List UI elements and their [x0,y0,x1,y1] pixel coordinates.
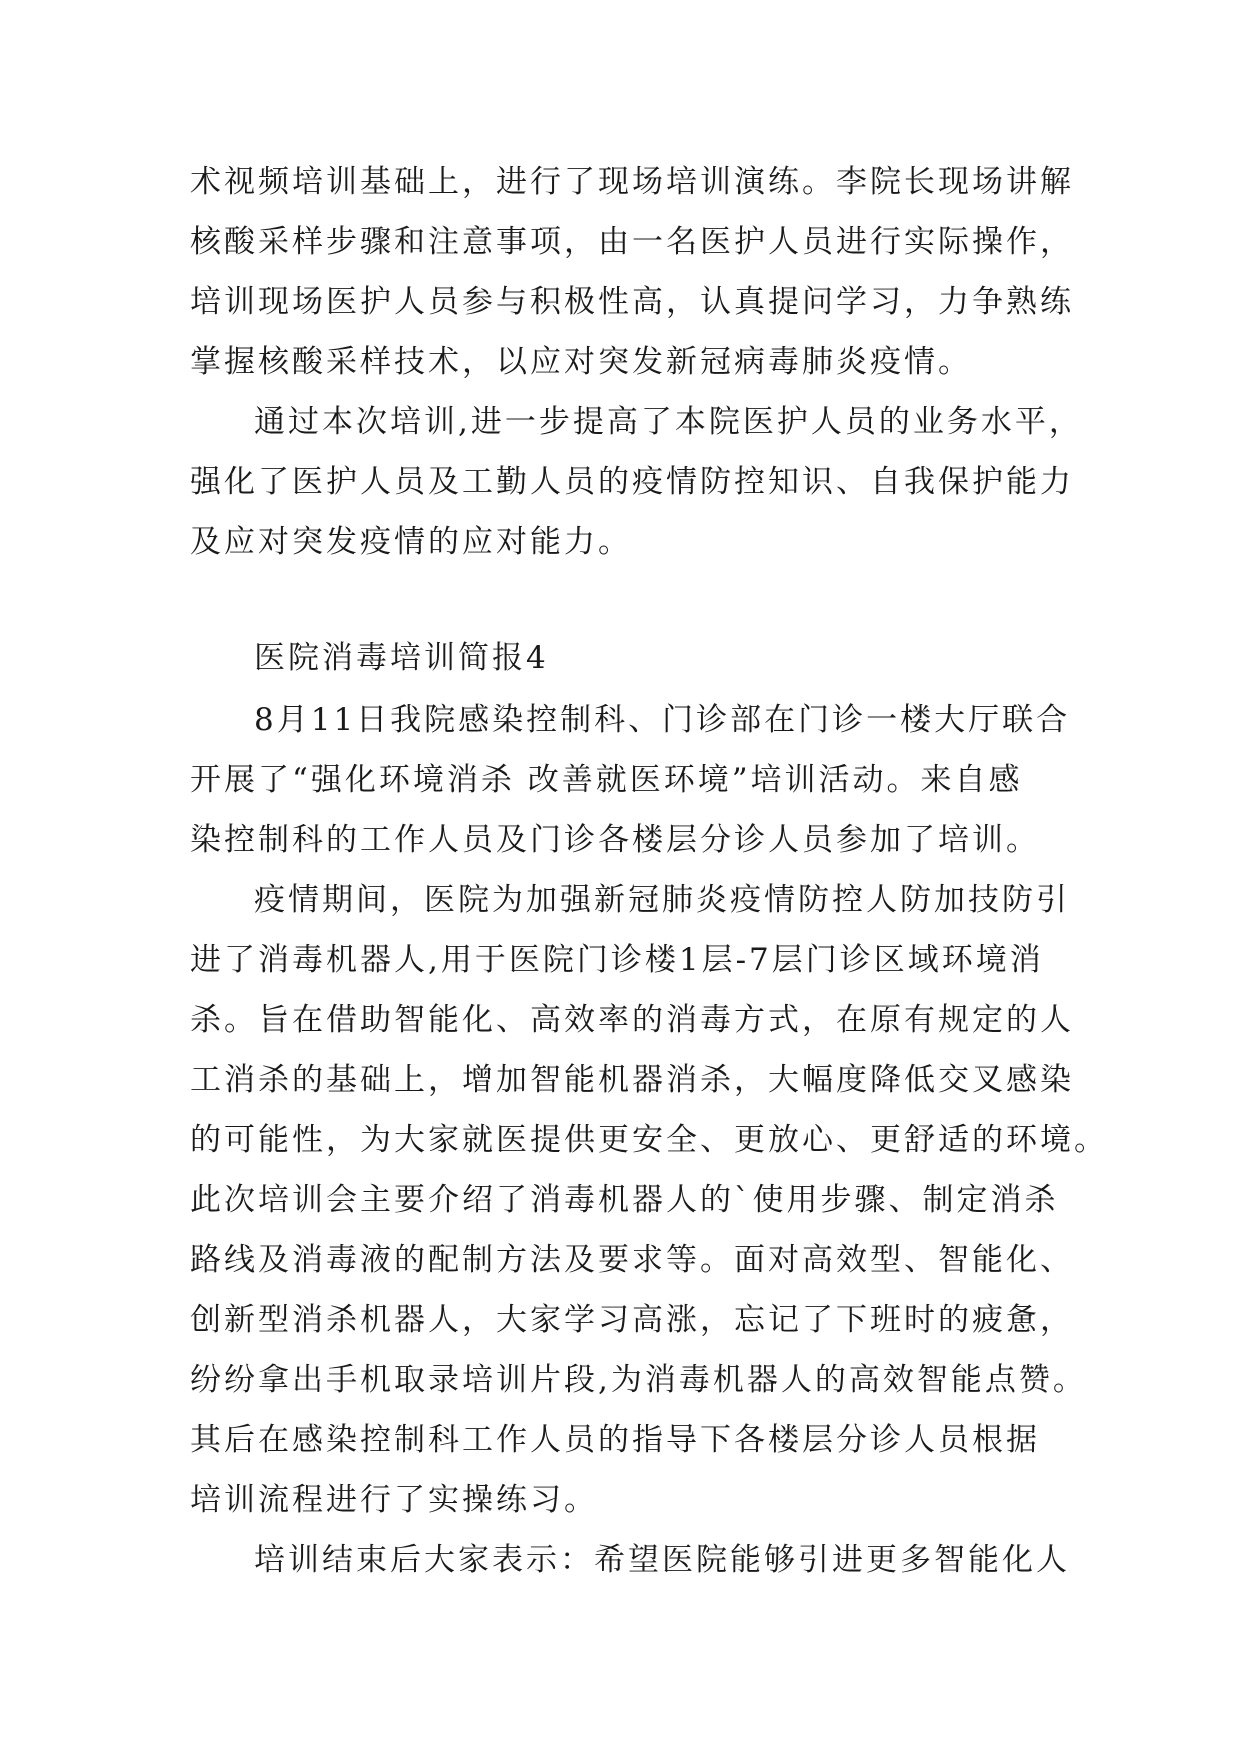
text-line: 杀。旨在借助智能化、高效率的消毒方式，在原有规定的人 [190,1002,1074,1038]
text-line: 培训流程进行了实操练习。 [190,1482,598,1518]
text-line: 核酸采样步骤和注意事项，由一名医护人员进行实际操作， [190,224,1074,260]
text-line: 其后在感染控制科工作人员的指导下各楼层分诊人员根据 [190,1422,1040,1458]
text-line: 纷纷拿出手机取录培训片段,为消毒机器人的高效智能点赞。 [190,1362,1087,1398]
text-line: 此次培训会主要介绍了消毒机器人的`使用步骤、制定消杀 [190,1182,1059,1218]
text-line: 掌握核酸采样技术，以应对突发新冠病毒肺炎疫情。 [190,344,972,380]
text-line: 及应对突发疫情的应对能力。 [190,524,632,560]
paragraph-first-line: 疫情期间，医院为加强新冠肺炎疫情防控人防加技防引 [254,882,1070,918]
paragraph-first-line: 培训结束后大家表示：希望医院能够引进更多智能化人 [254,1542,1070,1578]
paragraph-first-line: 8月11日我院感染控制科、门诊部在门诊一楼大厅联合 [254,702,1071,738]
text-line: 开展了“强化环境消杀 改善就医环境”培训活动。来自感 [190,762,1023,798]
text-line: 工消杀的基础上，增加智能机器消杀，大幅度降低交叉感染 [190,1062,1074,1098]
text-line: 强化了医护人员及工勤人员的疫情防控知识、自我保护能力 [190,464,1074,500]
text-line: 创新型消杀机器人，大家学习高涨，忘记了下班时的疲惫， [190,1302,1074,1338]
paragraph-first-line: 通过本次培训,进一步提高了本院医护人员的业务水平， [254,404,1083,440]
text-line: 培训现场医护人员参与积极性高，认真提问学习，力争熟练 [190,284,1074,320]
section-heading: 医院消毒培训简报4 [254,640,549,676]
text-line: 染控制科的工作人员及门诊各楼层分诊人员参加了培训。 [190,822,1040,858]
text-line: 进了消毒机器人,用于医院门诊楼1层-7层门诊区域环境消 [190,942,1044,978]
text-line: 的可能性，为大家就医提供更安全、更放心、更舒适的环境。 [190,1122,1108,1158]
text-line: 路线及消毒液的配制方法及要求等。面对高效型、智能化、 [190,1242,1074,1278]
text-line: 术视频培训基础上，进行了现场培训演练。李院长现场讲解 [190,164,1074,200]
